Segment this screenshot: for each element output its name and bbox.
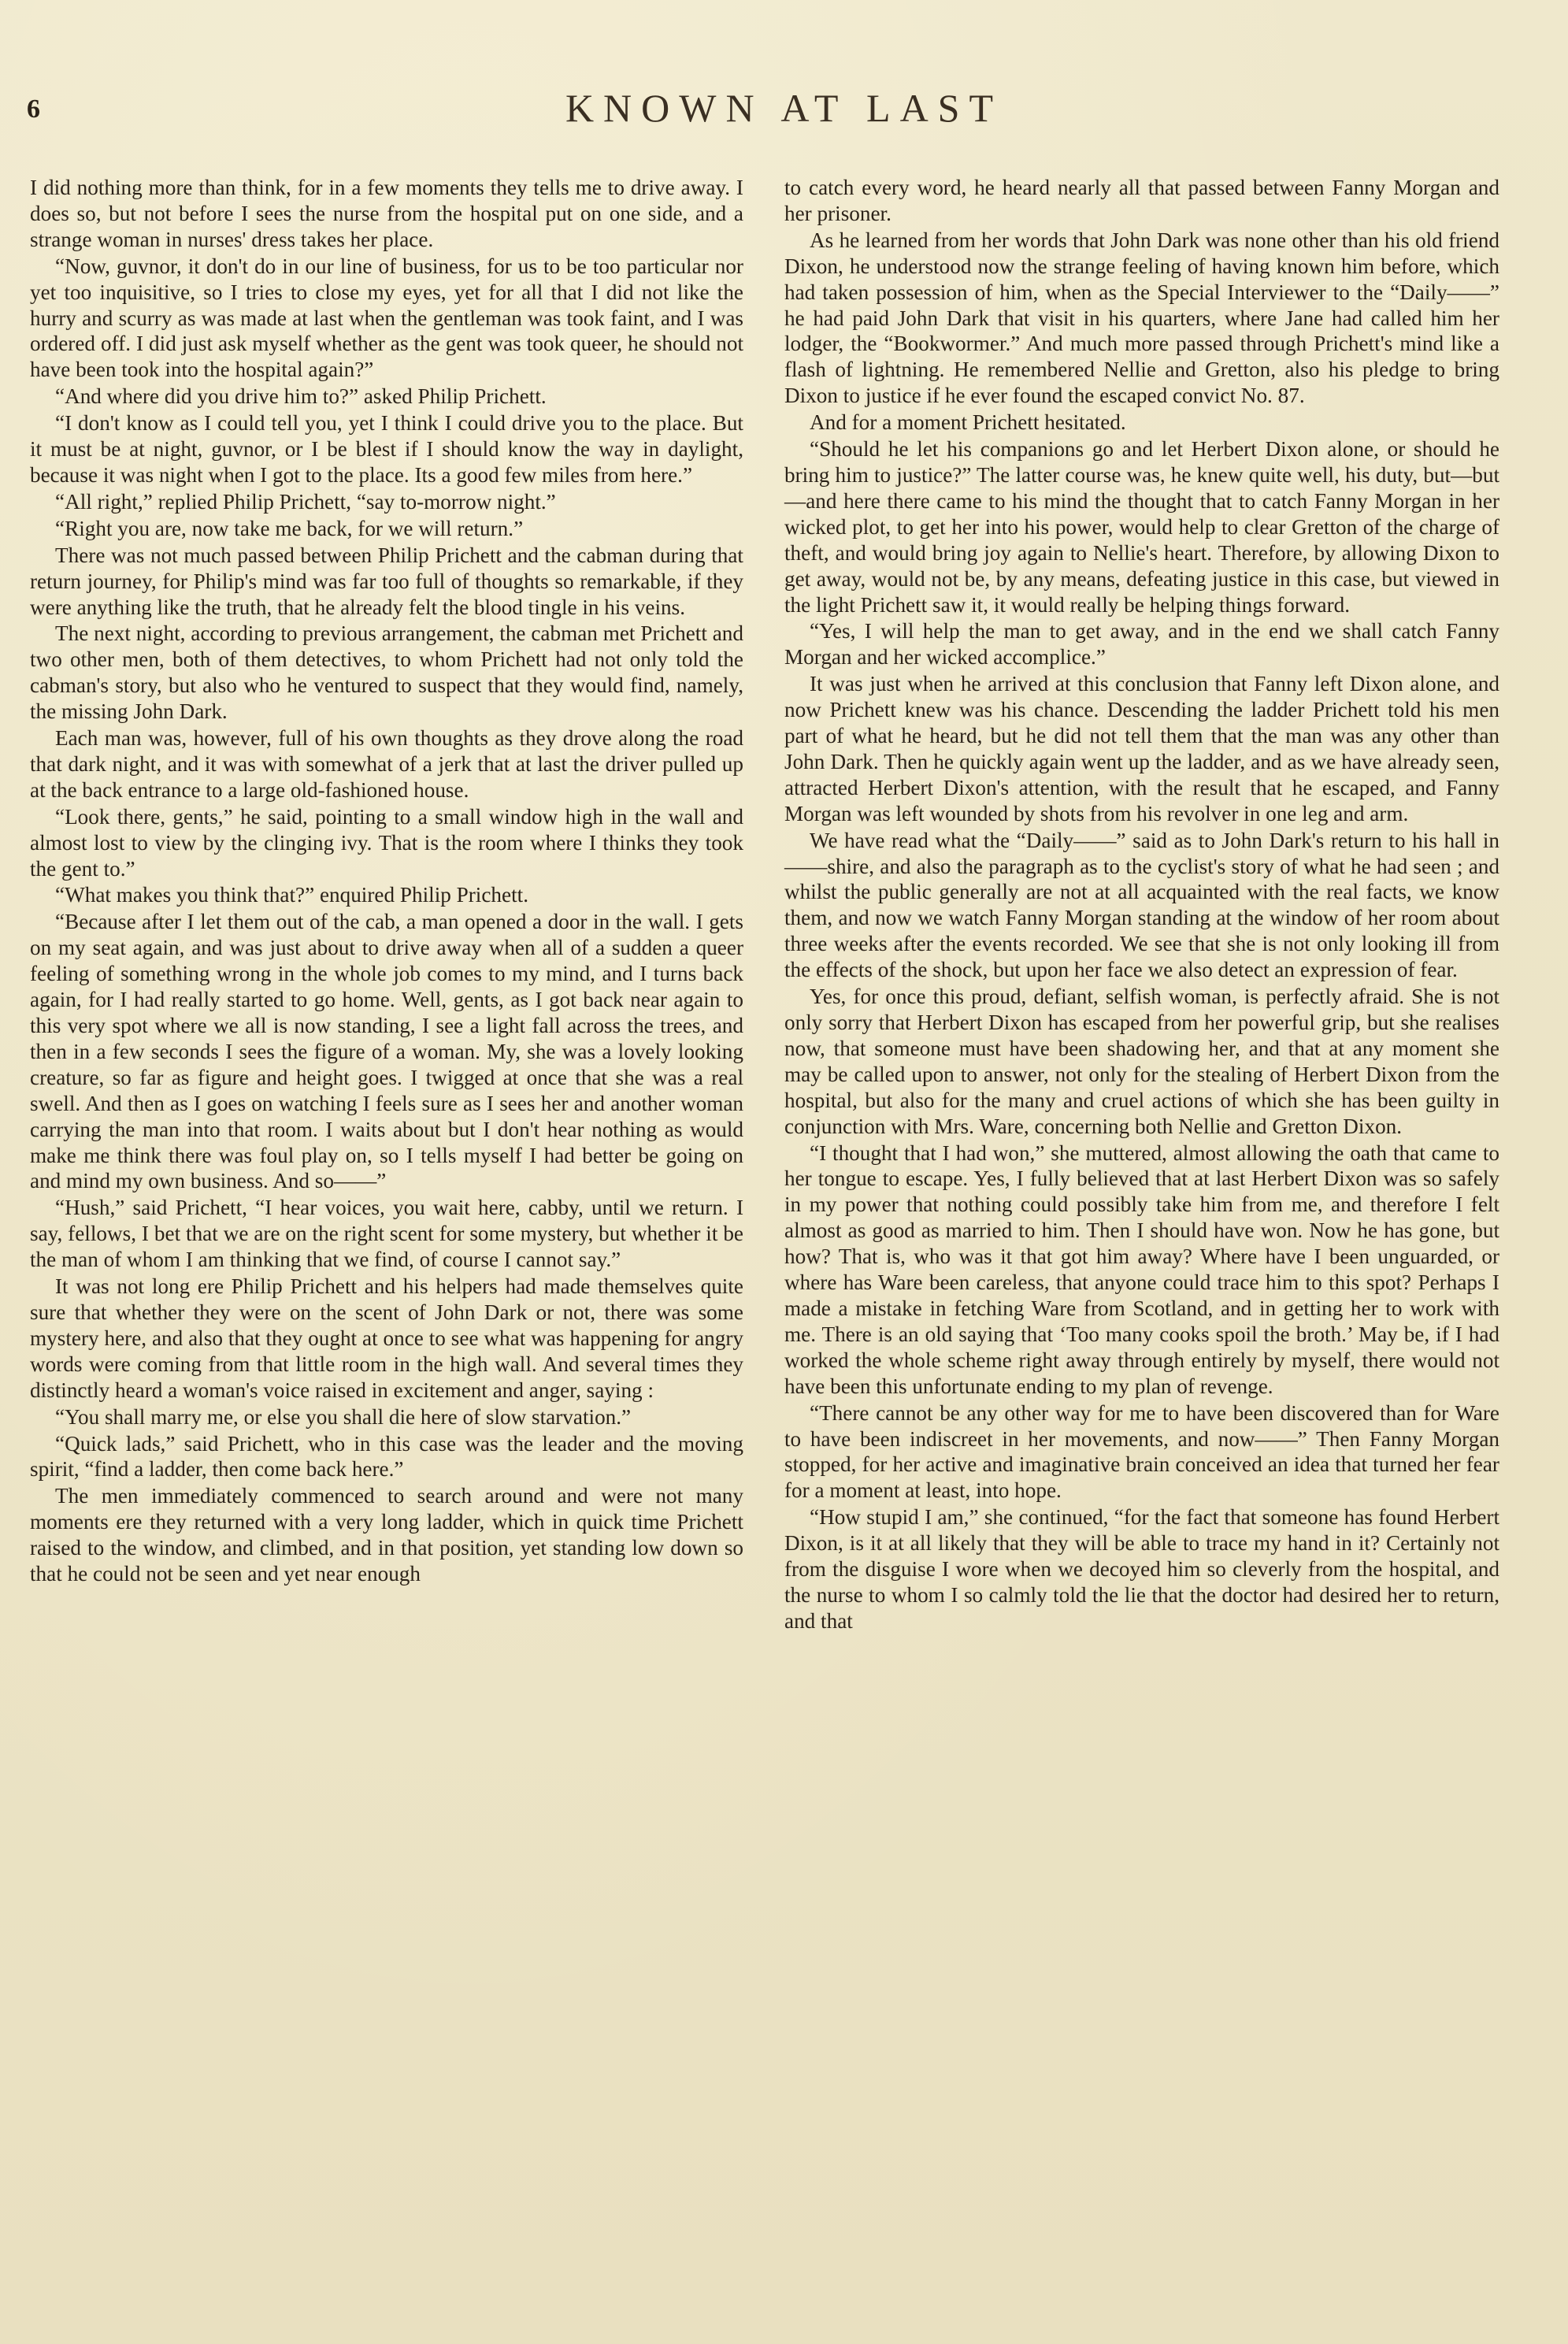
paragraph: Each man was, however, full of his own thoughts as they drove along the road that dark night, and it was with somewhat of a jerk that at last the driver pulled up at the back entrance to a large old-fashioned house. <box>30 726 743 802</box>
paragraph: The men immediately commenced to search around and were not many moments ere they returned with a very long ladder, which in quick time Prichett raised to the window, and climbed, and in that position, yet standing low down so that he could not be seen and yet near enough <box>30 1484 743 1586</box>
paragraph: “Because after I let them out of the cab, a man opened a door in the wall. I gets on my seat again, and was just about to drive away when all of a sudden a queer feeling of something wrong in the whole job comes to my mind, and I turns back again, for I had really started to go home. Well, gents, as I got back near again to this very spot where we all is now standing, I see a light fall across the trees, and then in a few seconds I sees the figure of a woman. My, she was a lovely looking creature, so far as figure and height goes. I twigged at once that she was a real swell. And then as I goes on watching I feels sure as I sees her and another woman carrying the man into that room. I waits about but I don't hear nothing as would make me think there was foul play on, so I tells myself I had better be going on and mind my own business. And so——” <box>30 910 743 1193</box>
paragraph: “I thought that I had won,” she muttered, almost allowing the oath that came to her tongue to escape. Yes, I fully believed that at last Herbert Dixon was so safely in my power that nothing could possibly take him from me, and therefore I felt almost as good as married to him. Then I should have won. Now he has gone, but how? That is, who was it that got him away? Where have I been unguarded, or where has Ware been careless, that anyone could trace him to this spot? Perhaps I made a mistake in fetching Ware from Scotland, and in getting her to work with me. There is an old saying that ‘Too many cooks spoil the broth.’ May be, if I had worked the whole scheme right away through entirely by myself, there would not have been this unfortunate ending to my plan of revenge. <box>784 1140 1499 1398</box>
paragraph: “What makes you think that?” enquired Philip Prichett. <box>55 883 528 907</box>
paragraph: “Look there, gents,” he said, pointing to a small window high in the wall and almost lost to view by the clinging ivy. That is the room where I thinks they took the gent to.” <box>30 804 743 881</box>
paragraph: “Quick lads,” said Prichett, who in this case was the leader and the moving spirit, “find a ladder, then come back here.” <box>30 1431 743 1482</box>
paragraph: “Right you are, now take me back, for we will return.” <box>55 516 524 540</box>
paragraph: “How stupid I am,” she continued, “for the fact that someone has found Herbert Dixon, is it at all likely that they will be able to trace my hand in it? Certainly not from the disguise I wore when we decoyed him so cleverly from the hospital, and the nurse to whom I so calmly told the lie that the doctor had desired her to return, and that <box>784 1505 1499 1633</box>
page-number: 6 <box>27 95 41 124</box>
paragraph: “Now, guvnor, it don't do in our line of business, for us to be too particular nor yet too inquisitive, so I tries to close my eyes, yet for all that I did not like the hurry and scurry as was made at last when the gentleman was took faint, and I was ordered off. I did just ask myself whether as the gent was took queer, he should not have been took into the hospital again?” <box>30 254 743 382</box>
paragraph: “You shall marry me, or else you shall die here of slow starvation.” <box>55 1404 632 1429</box>
paragraph: I did nothing more than think, for in a few moments they tells me to drive away. I does so, but not before I sees the nurse from the hospital put on one side, and a strange woman in nurses' dress takes her place. <box>30 176 743 251</box>
running-title: KNOWN AT LAST <box>565 86 1003 130</box>
paragraph: It was not long ere Philip Prichett and his helpers had made themselves quite sure that whether they were on the scent of John Dark or not, there was some mystery here, and also that they ought at once to see what was happening for angry words were coming from that little room in the high wall. And several times they distinctly heard a woman's voice raised in excitement and anger, saying : <box>30 1274 743 1402</box>
paragraph: “There cannot be any other way for me to have been discovered than for Ware to have been indiscreet in her movements, and now——” Then Fanny Morgan stopped, for her active and imaginative brain conceived an idea that turned her fear for a moment at least, into hope. <box>784 1400 1499 1503</box>
paragraph: “Yes, I will help the man to get away, and in the end we shall catch Fanny Morgan and her wicked accomplice.” <box>784 619 1499 669</box>
paragraph: As he learned from her words that John Dark was none other than his old friend Dixon, he understood now the strange feeling of having known him before, which had taken possession of him, when as the Special Interviewer to the “Daily——” he had paid John Dark that visit in his quarters, where Jane had called him her lodger, the “Bookwormer.” And much more passed through Prichett's mind like a flash of lightning. He remembered Nellie and Gretton, also his pledge to bring Dixon to justice if he ever found the escaped convict No. 87. <box>784 228 1499 408</box>
paragraph: “Should he let his companions go and let Herbert Dixon alone, or should he bring him to justice?” The latter course was, he knew quite well, his duty, but—but—and here there came to his mind the thought that to catch Fanny Morgan in her wicked plot, to get her into his power, would help to clear Gretton of the charge of theft, and would bring joy again to Nellie's heart. Therefore, by allowing Dixon to get away, would not be, by any means, defeating justice in this case, but viewed in the light Prichett saw it, it would really be helping things forward. <box>784 437 1499 617</box>
paragraph: And for a moment Prichett hesitated. <box>810 410 1126 435</box>
paragraph: We have read what the “Daily——” said as to John Dark's return to his hall in ——shire, and also the paragraph as to the cyclist's story of what he had seen ; and whilst the public generally are not at all acquainted with the real facts, we know them, and now we watch Fanny Morgan standing at the window of her room about three weeks after the events recorded. We see that she is not only looking ill from the effects of the shock, but upon her face we also detect an expression of fear. <box>784 828 1499 982</box>
paragraph: “I don't know as I could tell you, yet I think I could drive you to the place. But it must be at night, guvnor, or I be blest if I should know the way in daylight, because it was night when I got to the place. Its a good few miles from here.” <box>30 411 743 487</box>
paragraph: There was not much passed between Philip Prichett and the cabman during that return journey, for Philip's mind was far too full of thoughts so remarkable, if they were anything like the truth, that he already felt the blood tingle in his veins. <box>30 543 743 619</box>
paragraph: Yes, for once this proud, defiant, selfish woman, is perfectly afraid. She is not only sorry that Herbert Dixon has escaped from her powerful grip, but she realises now, that someone must have been shadowing her, and that at any moment she may be called upon to answer, not only for the stealing of Herbert Dixon from the hospital, but also for the many and cruel actions of which she has been guilty in conjunction with Mrs. Ware, concerning both Nellie and Gretton Dixon. <box>784 985 1499 1138</box>
page-header <box>0 85 1568 140</box>
right-column <box>784 175 1499 1635</box>
paragraph: “Hush,” said Prichett, “I hear voices, you wait here, cabby, until we return. I say, fellows, I bet that we are on the right scent for some mystery, but whether it be the man of whom I am thinking that we find, of course I cannot say.” <box>30 1196 743 1272</box>
paragraph: “All right,” replied Philip Prichett, “say to-morrow night.” <box>55 489 556 514</box>
paragraph: The next night, according to previous arrangement, the cabman met Prichett and two other men, both of them detectives, to whom Prichett had not only told the cabman's story, but also who he ventured to suspect that they would find, namely, the missing John Dark. <box>30 621 743 724</box>
paragraph: to catch every word, he heard nearly all that passed between Fanny Morgan and her prisoner. <box>784 176 1499 225</box>
left-column <box>30 175 743 1588</box>
paragraph: It was just when he arrived at this conclusion that Fanny left Dixon alone, and now Prichett knew was his chance. Descending the ladder Prichett told his men part of what he heard, but he did not tell them that the man was any other than John Dark. Then he quickly again went up the ladder, and as we have already seen, attracted Herbert Dixon's attention, with the result that he escaped, and Fanny Morgan was left wounded by shots from his revolver in one leg and arm. <box>784 672 1499 825</box>
paragraph: “And where did you drive him to?” asked Philip Prichett. <box>55 384 547 409</box>
